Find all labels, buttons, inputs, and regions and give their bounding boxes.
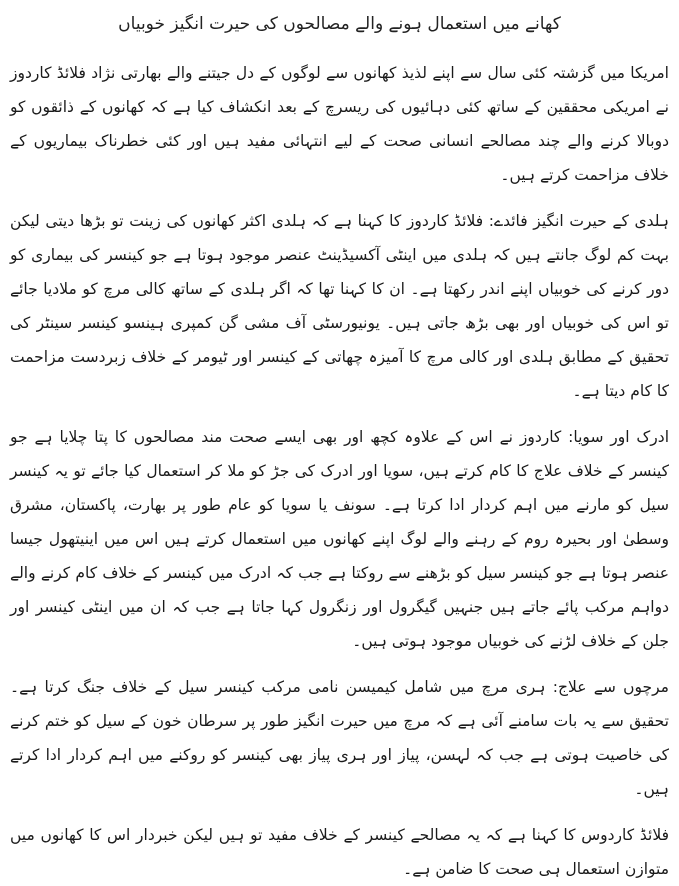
paragraph-ginger-soya: ادرک اور سویا: کاردوز نے اس کے علاوہ کچھ اور بھی ایسے صحت مند مصالحوں کا پتا چلایا ہے جو کینسر کے خلاف علاج کا کام کرتے ہیں، سویا اور ادرک کی جڑ کو ملا کر استعمال کیا جائے تو یہ کینسر سیل کو مارنے میں اہم کردار ادا کرتا ہے۔ سونف یا سویا کو عام طور پر بھارت، پاکستان، مشرق وسطیٰ اور بحیرہ روم کے رہنے والے لوگ اپنے کھانوں میں استعمال کرتے ہیں اس میں اینیتھول جیسا عنصر ہوتا ہے جو کینسر سیل کو بڑھنے سے روکتا ہے جب کہ ادرک میں کینسر کے خلاف کام کرنے والے دواہم مرکب پائے جاتے ہیں جنہیں گیگرول اور زنگرول کہا جاتا ہے جب کہ ان میں اینٹی کینسر اور جلن کے خلاف لڑنے کی خوبیاں موجود ہوتی ہیں۔ — [10, 428, 669, 650]
paragraph-turmeric: ہلدی کے حیرت انگیز فائدے: فلائڈ کاردوز کا کہنا ہے کہ ہلدی اکثر کھانوں کی زینت تو بڑھا دیتی لیکن بہت کم لوگ جانتے ہیں کہ ہلدی میں اینٹی آکسیڈینٹ عنصر موجود ہوتا ہے جو کینسر کی بیماری کو دور کرنے کی خوبیاں اپنے اندر رکھتا ہے۔ ان کا کہنا تھا کہ اگر ہلدی کے ساتھ کالی مرچ کو ملادیا جائے تو اس کی خوبیاں اور بھی بڑھ جاتی ہیں۔ یونیورسٹی آف مشی گن کمپری ہینسو کینسر سینٹر کی تحقیق کے مطابق ہلدی اور کالی مرچ کا آمیزہ چھاتی کے کینسر اور ٹیومر کے خلاف زبردست مزاحمت کا کام دیتا ہے۔ — [10, 212, 669, 400]
paragraph-chili: مرچوں سے علاج: ہری مرچ میں شامل کیمیسن نامی مرکب کینسر سیل کے خلاف جنگ کرتا ہے۔ تحقیق سے یہ بات سامنے آئی ہے کہ مرچ میں حیرت انگیز طور پر سرطان خون کے سیل کو ختم کرنے کی خاصیت ہوتی ہے جب کہ لہسن، پیاز اور ہری پیاز بھی کینسر کو روکنے میں اہم کردار ادا کرتے ہیں۔ — [10, 678, 669, 798]
paragraph-conclusion: فلائڈ کاردوس کا کہنا ہے کہ یہ مصالحے کینسر کے خلاف مفید تو ہیں لیکن خبردار اس کا کھانوں میں متوازن استعمال ہی صحت کا ضامن ہے۔ — [10, 826, 669, 878]
paragraph-intro: امریکا میں گزشتہ کئی سال سے اپنے لذیذ کھانوں سے لوگوں کے دل جیتنے والے بھارتی نژاد فلائڈ کاردوز نے امریکی محققین کے ساتھ کئی دہائیوں کی ریسرچ کے بعد انکشاف کیا ہے کہ کھانوں کے ذائقوں کو دوبالا کرنے والے چند مصالحے انسانی صحت کے لیے انتہائی مفید ہیں اور کئی خطرناک بیماریوں کے خلاف مزاحمت کرتے ہیں۔ — [10, 64, 669, 184]
article-title: کھانے میں استعمال ہونے والے مصالحوں کی حیرت انگیز خوبیاں — [118, 14, 561, 34]
